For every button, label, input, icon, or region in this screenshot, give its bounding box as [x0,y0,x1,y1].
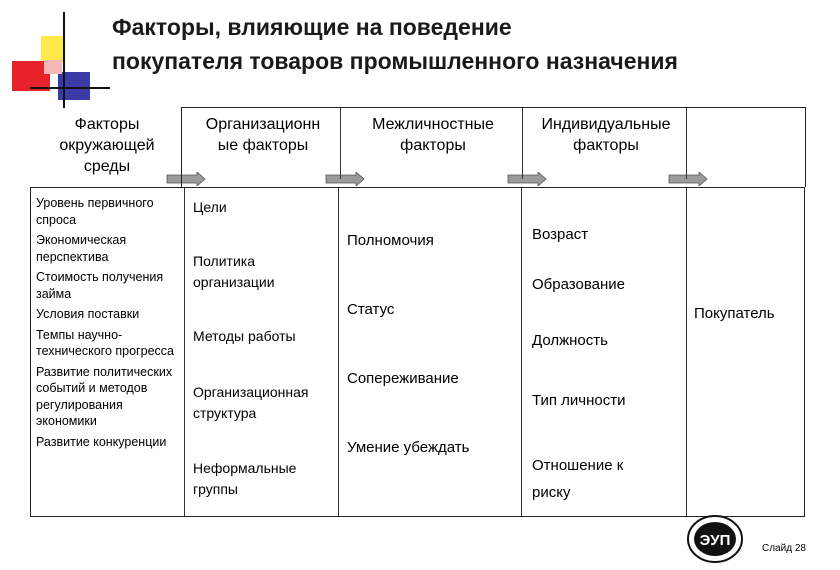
list-item: Тип личности [532,392,626,409]
list-item: Развитие конкуренции [36,434,167,449]
decor-yellow-square [41,36,63,63]
header-environment-line: окружающей [59,137,155,154]
buyer-label: Покупатель [694,305,775,322]
header-interpersonal-line: факторы [400,137,466,154]
header-divider [522,107,523,179]
header-divider [340,107,341,179]
header-organizational-line: Организационн [205,116,321,133]
university-logo [687,515,743,563]
list-item: Статус [347,301,395,318]
page-title [112,10,832,78]
column-divider [338,187,339,516]
header-environment-line: Факторы [74,116,140,133]
list-item: Стоимость получения займа [36,270,164,301]
slide-number: Слайд 28 [762,543,806,554]
list-item: Организационная структура [193,384,309,421]
column-divider [521,187,522,516]
list-item: Методы работы [193,328,296,344]
decor-horizontal-line [30,87,110,89]
list-item: Должность [532,332,608,349]
header-frame [181,107,806,187]
column-divider [686,187,687,516]
list-item: Отношение к риску [532,457,624,501]
header-interpersonal-line: Межличностные [372,116,494,133]
title-line-2: покупателя товаров промышленного назначения [112,48,678,74]
list-item: Умение убеждать [347,439,470,456]
header-individual-line: факторы [573,137,639,154]
logo-text: ЭУП [699,532,731,549]
title-line-1: Факторы, влияющие на поведение [112,14,512,40]
list-item: Цели [193,199,227,215]
list-item: Полномочия [347,232,434,249]
header-environment [30,114,184,177]
decor-vertical-line [63,12,65,108]
environment-factor-list [36,195,182,450]
header-individual-line: Индивидуальные [541,116,671,133]
list-item: Образование [532,276,625,293]
list-item: Условия поставки [36,307,140,321]
column-divider [184,187,185,516]
decor-pink-square [44,60,62,74]
list-item: Темпы научно-технического прогресса [36,327,174,358]
list-item: Сопереживание [347,370,459,387]
header-divider [686,107,687,179]
list-item: Неформальные группы [193,460,297,497]
list-item: Развитие политических событий и методов регулирования экономики [36,364,173,428]
header-organizational-line: ые факторы [217,137,309,154]
list-item: Экономическая перспектива [36,233,127,264]
list-item: Политика организации [193,253,275,290]
list-item: Уровень первичного спроса [36,196,154,227]
list-item: Возраст [532,226,589,243]
header-environment-line: среды [83,158,131,175]
